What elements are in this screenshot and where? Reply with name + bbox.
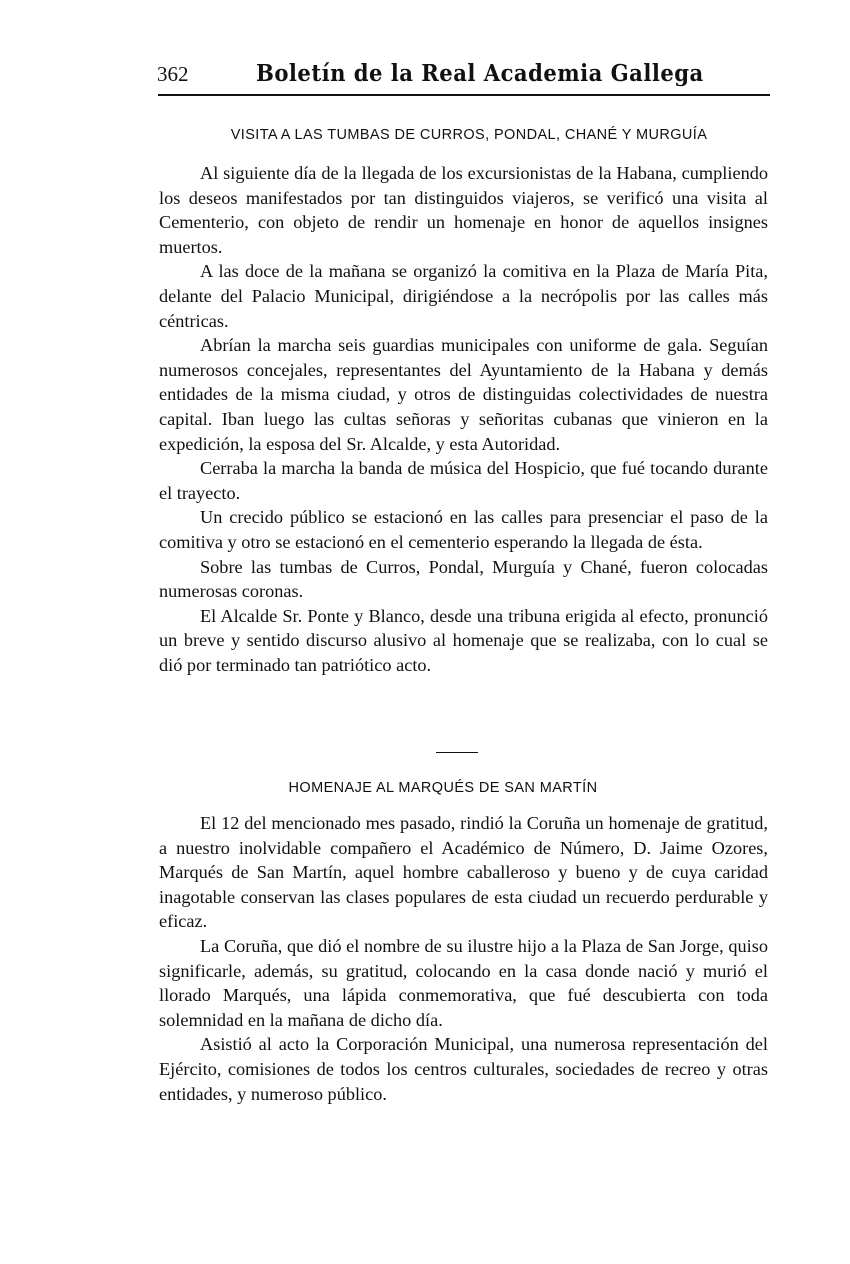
paragraph: Cerraba la marcha la banda de música del Hospicio, que fué tocando durante el trayecto. bbox=[159, 458, 768, 503]
section-body-homenaje bbox=[159, 811, 768, 1106]
paragraph: Al siguiente día de la llegada de los excursionistas de la Habana, cumpliendo los deseos manifestados por tan distinguidos viajeros, se verificó una visita al Cementerio, con objeto de rendir un homenaje en honor de aquellos insignes muertos. bbox=[159, 163, 768, 257]
paragraph: El Alcalde Sr. Ponte y Blanco, desde una tribuna erigida al efecto, pronunció un breve y sentido discurso alusivo al homenaje que se realizaba, con lo cual se dió por terminado tan patriótico acto. bbox=[159, 605, 768, 675]
running-head: Boletín de la Real Academia Gallega bbox=[256, 60, 704, 87]
paragraph: Sobre las tumbas de Curros, Pondal, Murguía y Chané, fueron colocadas numerosas coronas. bbox=[159, 556, 768, 602]
page-number: 362 bbox=[157, 62, 189, 86]
paragraph: Un crecido público se estacionó en las calles para presenciar el paso de la comitiva y otro se estacionó en el cementerio esperando la llegada de ésta. bbox=[159, 507, 768, 552]
paragraph: Abrían la marcha seis guardias municipales con uniforme de gala. Seguían numerosos concejales, representantes del Ayuntamiento de la Habana y demás entidades de la misma ciudad, y otros de distinguidas colectividades de nuestra capital. Iban luego las cultas señoras y señoritas cubanas que vinieron en la expedición, la esposa del Sr. Alcalde, y esta Autoridad. bbox=[159, 335, 768, 454]
paragraph: A las doce de la mañana se organizó la comitiva en la Plaza de María Pita, delante del Palacio Municipal, dirigiéndose a la necrópolis por las calles más céntricas. bbox=[159, 261, 768, 331]
section-body-visita bbox=[159, 161, 768, 677]
paragraph: El 12 del mencionado mes pasado, rindió la Coruña un homenaje de gratitud, a nuestro inolvidable compañero el Académico de Número, D. Jaime Ozores, Marqués de San Martín, aquel hombre caballeroso y bueno y de cuya caridad inagotable conservan las clases populares de esta ciudad un recuerdo perdurable y eficaz. bbox=[159, 813, 768, 932]
paragraph: La Coruña, que dió el nombre de su ilustre hijo a la Plaza de San Jorge, quiso significarle, además, su gratitud, colocando en la casa donde nació y murió el llorado Marqués, una lápida conmemorativa, que fué descubierta con toda solemnidad en la mañana de dicho día. bbox=[159, 935, 768, 1030]
section-title-visita: VISITA A LAS TUMBAS DE CURROS, PONDAL, CHANÉ Y MURGUÍA bbox=[230, 127, 708, 143]
header-rule bbox=[158, 94, 770, 96]
paragraph: Asistió al acto la Corporación Municipal, una numerosa representación del Ejército, comisiones de todos los centros culturales, sociedades de recreo y otras entidades, y numeroso público. bbox=[159, 1034, 768, 1104]
section-separator bbox=[436, 752, 478, 753]
section-title-homenaje: HOMENAJE AL MARQUÉS DE SAN MARTÍN bbox=[288, 780, 598, 796]
